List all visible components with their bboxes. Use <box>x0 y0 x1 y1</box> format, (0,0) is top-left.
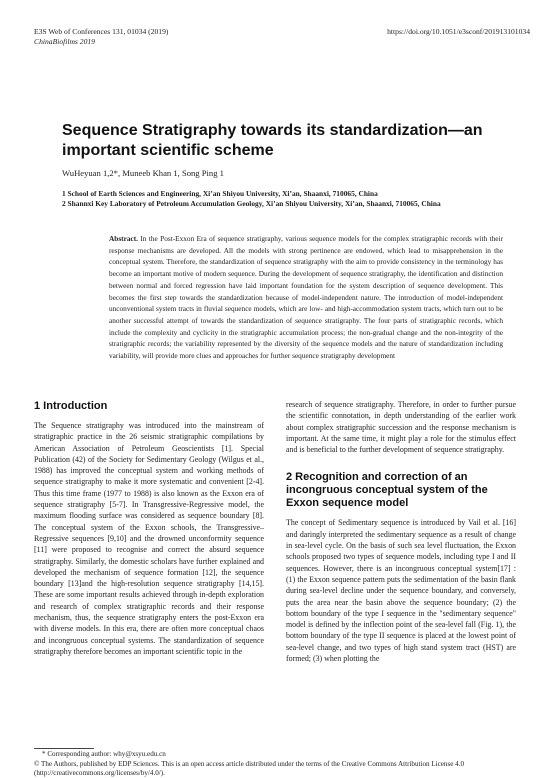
conference-name: ChinaBiofilms 2019 <box>34 37 95 46</box>
affiliation-2: 2 Shannxi Key Laboratory of Petroleum Accumulation Geology, Xi’an Shiyou University, Xi’an, Shaanxi, 710065, China <box>62 199 441 209</box>
affiliation-1: 1 School of Earth Sciences and Engineering, Xi’an Shiyou University, Xi’an, Shaanxi, 710065, China <box>62 189 378 198</box>
right-column <box>286 399 516 664</box>
affiliations <box>62 189 441 210</box>
footnote-rule <box>34 748 94 749</box>
abstract <box>109 233 503 362</box>
section-2-heading: 2 Recognition and correction of an incongruous conceptual system of the Exxon sequence model <box>286 471 488 510</box>
corresponding-author-footnote: * Corresponding author: why@xsyu.edu.cn <box>42 750 166 758</box>
section-2-text: The concept of Sedimentary sequence is introduced by Vail et al. [16] and daringly interpreted the sedimentary sequence as a result of change in sea-level cycle. On the basis of such sea level fluctuation, the Exxon schools proposed two types of sequence models, including type I and II sequences. However, there is an incongruous conceptual system[17] : (1) the Exxon sequence pattern puts the sedimentation of the basin flank during sea-level decline under the sequence boundary, and conversely, puts the area near the basin above the sequence boundary; (2) the bottom boundary of the type I sequence in the "sedimentary sequence" model is defined by the inflection point of the sea-level fall (Fig. 1), the bottom boundary of the type II sequence is placed at the lowest point of sea-level change, and two types of high stand system tract (HST) are formed; (3) when plotting the <box>286 518 516 664</box>
paper-title: Sequence Stratigraphy towards its standardization—an important scientific scheme <box>62 122 483 159</box>
left-column <box>34 400 264 657</box>
license-notice: © The Authors, published by EDP Sciences. This is an open access article distributed under the terms of the Creative Commons Attribution License 4.0 (http://creativecommons.org/licenses/by/4.0/). <box>34 760 465 777</box>
section-1-heading: 1 Introduction <box>34 400 108 412</box>
abstract-text: In the Post-Exxon Era of sequence stratigraphy, various sequence models for the complex stratigraphic records with their response mechanisms are developed. All the models with strong pertinence are endowed, which lead to misapprehension in the conceptual system. Therefore, the standardization of sequence stratigraphy with the aim to provide consistency in the terminology has become an important motive of modern sequence. During the development of sequence stratigraphy, the identification and distinction between normal and forced regression have laid important foundation for the system description of sequence development. This becomes the first step towards the standardization because of model-independent nature. The introduction of model-independent unconventional system tracts in fluvial sequence models, which are low- and high-accommodation system tracts, which turn out to be another successful attempt of towards the standardization of sequence stratigraphy. The four parts of stratigraphic records, which include the complexity and cyclicity in the stratigraphic accumulation process; the non-gradual change and the non-integrity of the stratigraphic records; the variability represented by the diversity of the sequence models and the nature of standardization including variability, will provide more clues and approaches for further sequence stratigraphy development <box>109 234 503 361</box>
doi-link[interactable]: https://doi.org/10.1051/e3sconf/201913101034 <box>387 27 530 36</box>
section-1-text: The Sequence stratigraphy was introduced into the mainstream of stratigraphic practice in the 26 seismic stratigraphic compilations by American Association of Petroleum Geoscientists [1]. Special Publication (42) of the Society for Sedimentary Geology (Wilgus et al., 1988) has improved the conceptual system and working methods of sequence stratigraphy to make it more systematic and convenient [2-4]. Thus this time frame (1977 to 1988) is also known as the Exxon era of sequence stratigraphy [5-7]. In Transgressive-Regressive model, the maximum flooding surface was considered as sequence boundary [8]. The conceptual system of the Exxon schools, the Transgressive–Regressive sequences [9,10] and the drowned unconformity sequence [11] were proposed to recognise and correct the absurd sequence stratigraphy. Similarly, the domestic scholars have further explained and developed the mechanism of sequence formation [12], the sequence boundary [13]and the high-resolution sequence stratigraphy [14,15]. These are some important results achieved through in-depth exploration and research of complex stratigraphic records and their response mechanism, thus, the sequence stratigraphy enters the post-Exxon era with diverse models. In this era, there are often more conceptual chaos and incongruous conceptual systems. The standardization of sequence stratigraphy therefore becomes an important scientific topic in the <box>34 421 264 656</box>
section-1-continued-text: research of sequence stratigraphy. Therefore, in order to further pursue the scientific connotation, in depth understanding of the earlier work about complex stratigraphic succession and the response mechanism is important. At the same time, it might play a role for the stimulus effect and is beneficial to the further development of sequence stratigraphy. <box>286 400 516 455</box>
journal-citation: E3S Web of Conferences 131, 01034 (2019) <box>34 27 169 36</box>
abstract-label: Abstract. <box>109 234 138 243</box>
author-list: WuHeyuan 1,2*, Muneeb Khan 1, Song Ping 1 <box>62 168 224 178</box>
